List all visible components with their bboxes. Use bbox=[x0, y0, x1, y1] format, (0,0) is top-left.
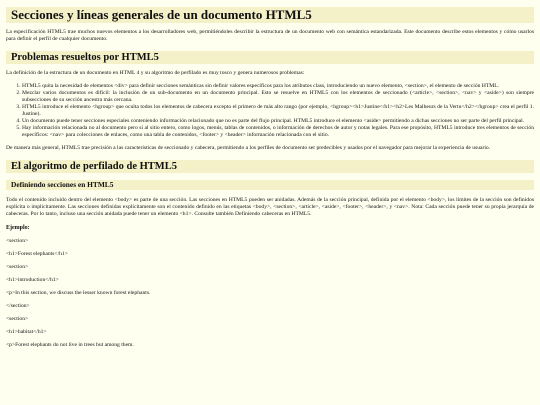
list-item: 2. Mezclar varios documentos es difícil: la inclusión de un sub-documento en un documento principal. Esto se resuelve en HTML5 con los elementos de seccionado (<article>, <section>, <nav> y <aside>) son siempre subsecciones de su sección ancestra más cercana. bbox=[22, 90, 534, 104]
list-item: 1. HTML5 quita la necesidad de elementos <div> para definir secciones semánticas sin definir valores específicos para los atributos class, introduciendo un nuevo elemento, <section>, el elemento de sección HTML. bbox=[22, 83, 534, 90]
code-line: <h1>habitat</h1> bbox=[6, 329, 47, 335]
problems-lead: La definición de la estructura de un documento en HTML 4 y su algoritmo de perfilado es muy tosco y genera numerosos problemas: bbox=[6, 70, 305, 76]
section-heading-algorithm: El algoritmo de perfilado de HTML5 bbox=[6, 160, 534, 173]
intro-paragraph: La especificación HTML5 trae muchos nuevos elementos a los desarrolladores web, permitiéndoles describir la estructura de un documento web con semántica estandarizada. Este documento describe estos elementos y cómo usarlos para definir el perfil de cualquier documento. bbox=[6, 29, 534, 42]
code-line: </section> bbox=[6, 303, 30, 309]
code-line: <p>In this section, we discuss the lesser known forest elephants. bbox=[6, 290, 151, 296]
page-title: Secciones y líneas generales de un documento HTML5 bbox=[6, 7, 534, 23]
code-line: <h1>introduction</h1> bbox=[6, 277, 59, 283]
code-line: <section> bbox=[6, 238, 29, 244]
code-line: <section> bbox=[6, 264, 29, 270]
code-line: <h1>Forest elephants</h1> bbox=[6, 251, 68, 257]
list-item: 3. HTML5 introduce el elemento <hgroup> que oculta todos los elementos de cabecera excepto el primero de más alto rango (por ejemplo, <hgroup><h1>Justine</h1><h2>Les Malheurs de la Vertu</h2></hgroup> crea el perfil 1. Justine). bbox=[22, 104, 534, 118]
code-line: <p>Forest elephants do not live in trees but among them. bbox=[6, 342, 134, 348]
defining-body: Todo el contenido incluido dentro del elemento <body> es parte de una sección. Las secciones en HTML5 pueden ser anidadas. Además de la sección principal, definida por el elemento <body>, los límites de la sección son definidos explícita o implícitamente. Las secciones definidas explícitamente son el contenido definido en las etiquetas <body>, <section>, <article>, <aside>, <footer>, <header>, y <nav>. Nota: Cada sección puede tener su propia jerarquía de cabeceras. Por lo tanto, incluso una sección anidada puede tener un elemento <h1>. Consulte también Definiendo cabeceras en HTML5. bbox=[6, 197, 534, 217]
code-example bbox=[6, 238, 534, 349]
code-line: <section> bbox=[6, 316, 29, 322]
problems-list bbox=[6, 83, 534, 139]
example-label: Ejemplo: bbox=[6, 225, 30, 231]
list-item: 5. Hay información relacionada no al documento pero sí al sitio entero, como logos, menús, tablas de contenidos, o información de derechos de autor y notas legales. Para ese propósito, HTML5 introduce tres elementos de sección específicos: <nav> para colecciones de enlaces, como una tabla de contenidos, <footer> y <header> información relacionada con el sitio. bbox=[22, 125, 534, 139]
subsection-heading-defining: Definiendo secciones en HTML5 bbox=[6, 180, 534, 190]
list-item: 4. Un documento puede tener secciones especiales conteniendo información relacionado que no es parte del flujo principal. HTML5 introduce el elemento <aside> permitiendo a dichas secciones no ser parte del perfil principal. bbox=[22, 118, 534, 125]
section-heading-problems: Problemas resueltos por HTML5 bbox=[6, 51, 534, 64]
problems-closing: De manera más general, HTML5 trae precisión a las características de seccionado y cabecera, permitiendo a los perfiles de documento ser predecibles y usados por el navegador para mejorar la experiencia de usuario. bbox=[6, 145, 491, 151]
